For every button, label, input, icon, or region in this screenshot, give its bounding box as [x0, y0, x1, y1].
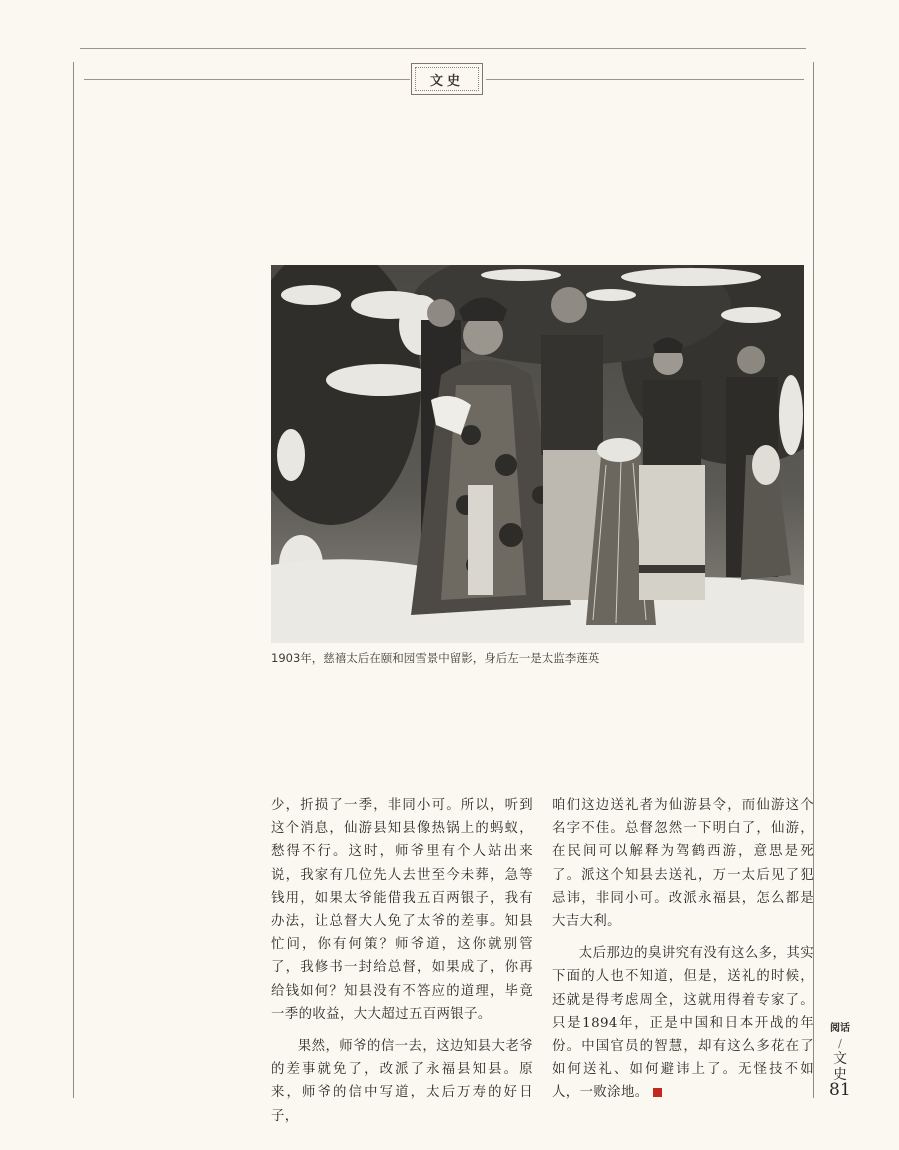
footer-sub-label: 阅话 [830, 1023, 850, 1034]
paragraph: 果然，师爷的信一去，这边知县大老爷的差事就免了，改派了永福县知县。原来，师爷的信中写道，太后万寿的好日子， [271, 1039, 533, 1124]
left-frame-line [73, 62, 74, 1098]
footer-slash: / [838, 1037, 842, 1050]
footer-main-label: 文史 [833, 1051, 847, 1083]
top-rule [80, 48, 806, 49]
paragraph: 咱们这边送礼者为仙游县令，而仙游这个名字不佳。总督忽然一下明白了，仙游，在民间可以解释为驾鹤西游，意思是死了。派这个知县去送礼，万一太后见了犯忌讳，非同小可。改派永福县，怎么都是大吉大利。 [552, 798, 814, 930]
article-column-2 [552, 794, 814, 1105]
section-label: 文史 [415, 67, 479, 91]
paragraph: 少，折损了一季，非同小可。所以，听到这个消息，仙游县知县像热锅上的蚂蚁，愁得不行。这时，师爷里有个人站出来说，我家有几位先人去世至今未葬，急等钱用，如果太爷能借我五百两银子，我有办法，让总督大人免了太爷的差事。知县忙问，你有何策？师爷道，这你就别管了，我修书一封给总督，如果成了，你再给钱如何？知县没有不答应的道理，毕竟一季的收益，大大超过五百两银子。 [271, 798, 533, 1022]
section-badge [411, 63, 483, 95]
article-column-1 [271, 794, 533, 1128]
end-mark-icon [653, 1088, 662, 1097]
section-footer-label [829, 1022, 851, 1083]
paragraph-text: 太后那边的臭讲究有没有这么多，其实下面的人也不知道，但是，送礼的时候，还就是得考虑周全，这就用得着专家了。只是1894年，正是中国和日本开战的年份。中国官员的智慧，却有这么多花在了如何送礼、如何避讳上了。无怪技不如人，一败涂地。 [552, 946, 814, 1101]
historical-photo [271, 265, 804, 643]
photo-caption: 1903年，慈禧太后在颐和园雪景中留影，身后左一是太监李莲英 [271, 651, 600, 665]
header-rule-right [486, 79, 804, 80]
photo-illustration [271, 265, 804, 643]
paragraph-final [552, 942, 814, 1104]
page-number: 81 [829, 1080, 851, 1100]
header-rule-left [84, 79, 410, 80]
